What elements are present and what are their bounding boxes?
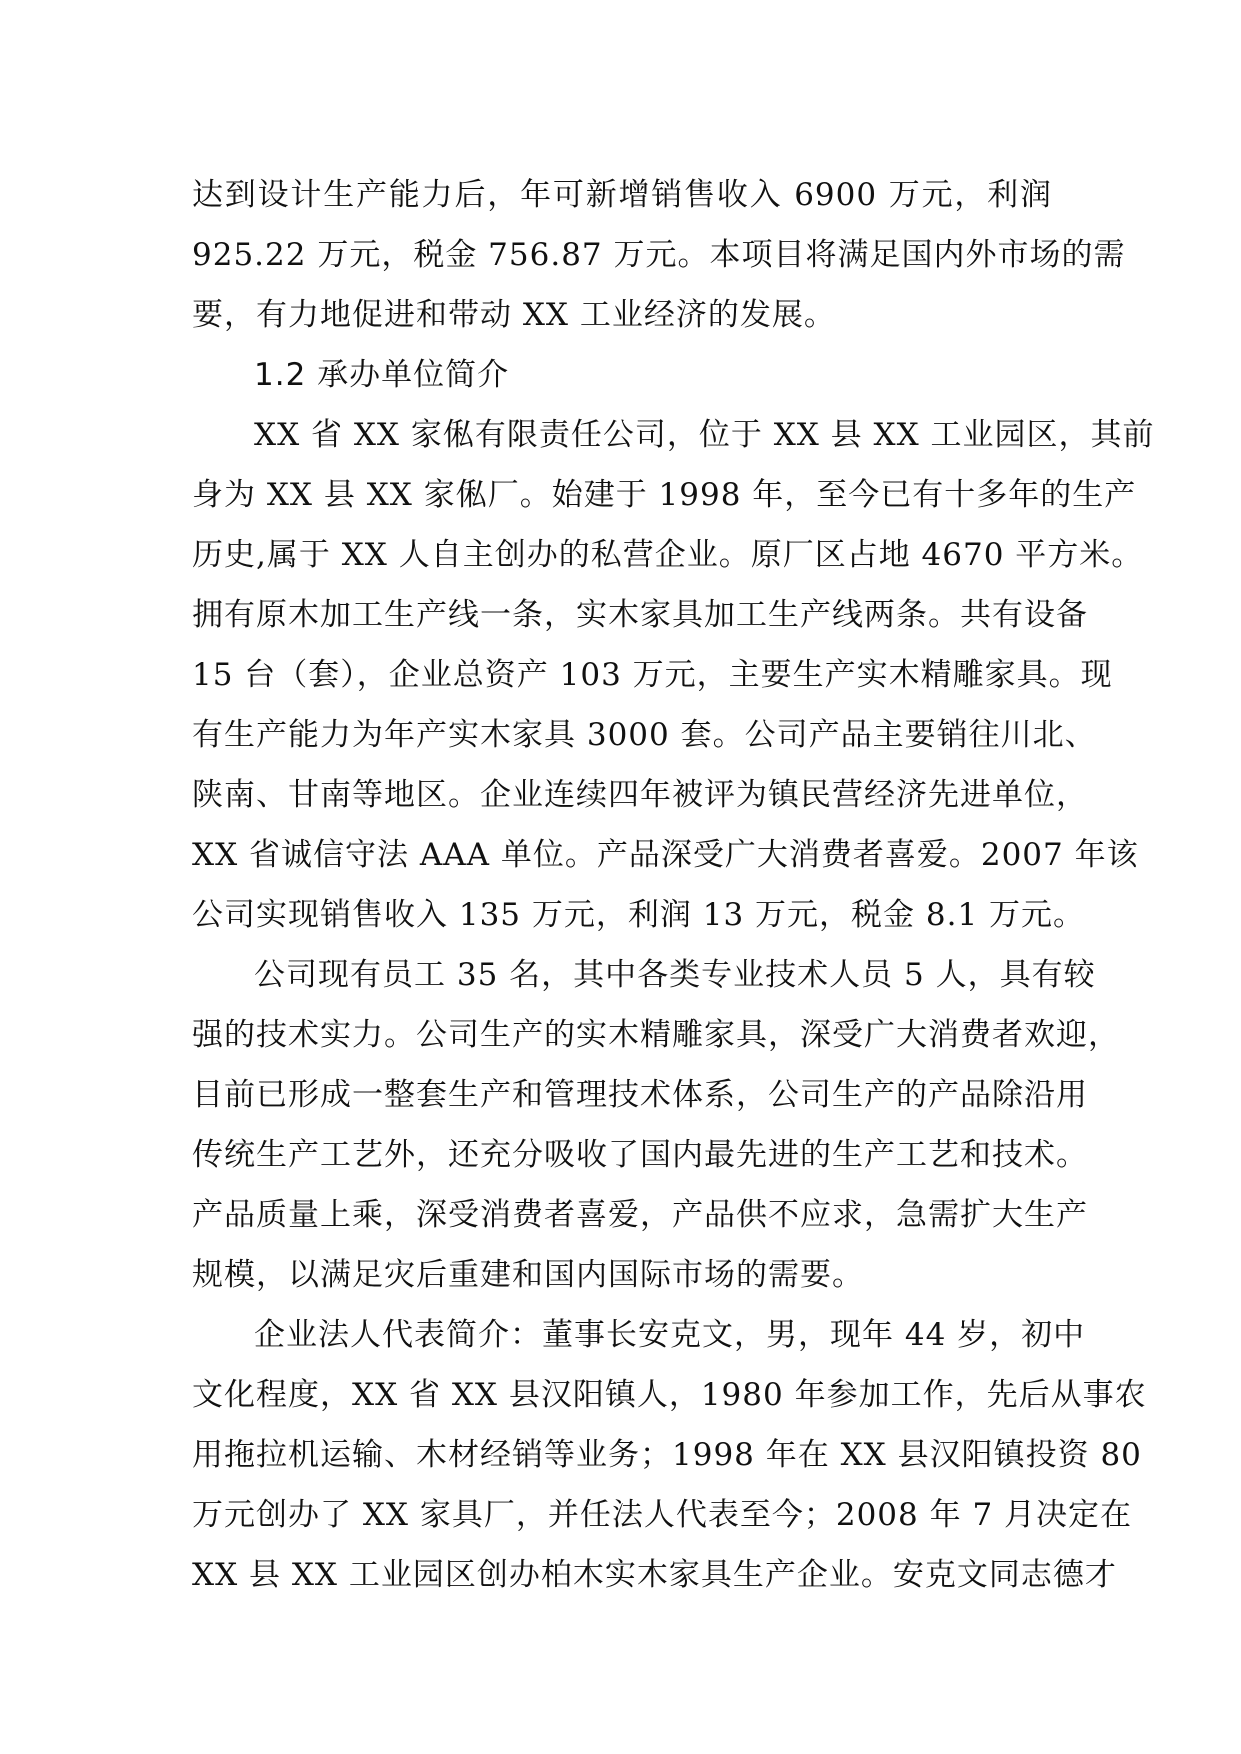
text-line: 要，有力地促进和带动 XX 工业经济的发展。 <box>192 297 836 333</box>
text-line: 公司现有员工 35 名，其中各类专业技术人员 5 人，具有较 <box>254 957 1096 993</box>
text-line: 产品质量上乘，深受消费者喜爱，产品供不应求，急需扩大生产 <box>192 1197 1088 1233</box>
text-line: 925.22 万元，税金 756.87 万元。本项目将满足国内外市场的需 <box>192 237 1126 273</box>
paragraph-legal-representative <box>192 1305 1147 1605</box>
paragraph-company-intro <box>192 405 1155 945</box>
text-line: 身为 XX 县 XX 家俬厂。始建于 1998 年，至今已有十多年的生产 <box>192 477 1137 513</box>
text-line: 历史,属于 XX 人自主创办的私营企业。原厂区占地 4670 平方米。 <box>192 537 1144 573</box>
text-line: 规模，以满足灾后重建和国内国际市场的需要。 <box>192 1257 864 1293</box>
text-line: 企业法人代表简介：董事长安克文，男，现年 44 岁，初中 <box>254 1317 1086 1353</box>
text-line: 万元创办了 XX 家具厂，并任法人代表至今；2008 年 7 月决定在 <box>192 1497 1133 1533</box>
text-line: 达到设计生产能力后，年可新增销售收入 6900 万元，利润 <box>192 177 1052 213</box>
text-line: XX 省诚信守法 AAA 单位。产品深受广大消费者喜爱。2007 年该 <box>192 837 1139 873</box>
text-line: XX 省 XX 家俬有限责任公司，位于 XX 县 XX 工业园区，其前 <box>254 417 1155 453</box>
document-body <box>192 165 1155 1605</box>
text-line: 拥有原木加工生产线一条，实木家具加工生产线两条。共有设备 <box>192 597 1088 633</box>
text-line: 目前已形成一整套生产和管理技术体系，公司生产的产品除沿用 <box>192 1077 1088 1113</box>
text-line: 15 台（套），企业总资产 103 万元，主要生产实木精雕家具。现 <box>192 657 1113 693</box>
paragraph-staff <box>192 945 1120 1305</box>
text-line: 用拖拉机运输、木材经销等业务；1998 年在 XX 县汉阳镇投资 80 <box>192 1437 1142 1473</box>
text-line: 有生产能力为年产实木家具 3000 套。公司产品主要销往川北、 <box>192 717 1097 753</box>
text-line: 强的技术实力。公司生产的实木精雕家具，深受广大消费者欢迎， <box>192 1017 1120 1053</box>
paragraph-project-benefits <box>192 165 1126 345</box>
section-heading: 1.2 承办单位简介 <box>254 357 510 393</box>
text-line: 陕南、甘南等地区。企业连续四年被评为镇民营经济先进单位， <box>192 777 1088 813</box>
text-line: 传统生产工艺外，还充分吸收了国内最先进的生产工艺和技术。 <box>192 1137 1088 1173</box>
text-line: XX 县 XX 工业园区创办柏木实木家具生产企业。安克文同志德才 <box>192 1557 1117 1593</box>
text-line: 文化程度，XX 省 XX 县汉阳镇人，1980 年参加工作，先后从事农 <box>192 1377 1147 1413</box>
text-line: 公司实现销售收入 135 万元，利润 13 万元，税金 8.1 万元。 <box>192 897 1086 933</box>
